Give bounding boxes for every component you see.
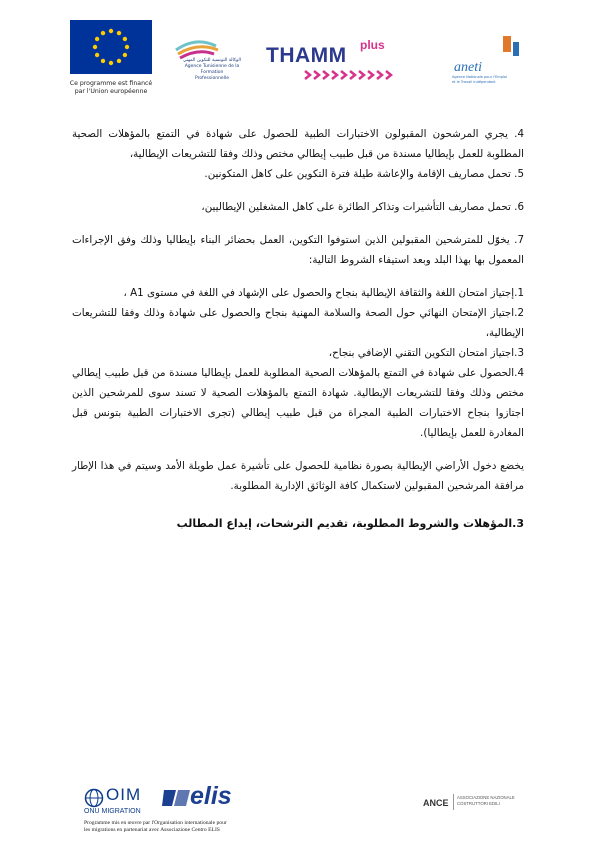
condition-4: 4.الحصول على شهادة في التمتع بالمؤهلات الصحية المطلوبة للعمل بإيطاليا مسندة من قبل طبيب إيطالي مختص وذلك وفقا للتشريعات الإيطالية. شهادة التمتع بالمؤهلات الصحية لا تسند سوى للمرشحين الذين اجتازوا بنجاح الاختبارات الطبية المجراة من قبل طبيب إيطالي (تجرى الاختبارات الطبية بتونس قبل المغادرة للعمل بإيطاليا). — [72, 367, 524, 439]
paragraph-4: 4. يجري المرشحون المقبولون الاختبارات الطبية للحصول على شهادة في التمتع بالمؤهلات الصحية المطلوبة للعمل بإيطاليا مسندة من قبل طبيب إيطالي مختص وذلك وفقا للتشريعات الإيطالية، — [72, 128, 524, 160]
elis-mark-icon — [162, 786, 192, 810]
condition-1: 1.إجتياز امتحان اللغة والثقافة الإيطالية بنجاح والحصول على الإشهاد في اللغة في مستوى A1 ، — [123, 287, 524, 299]
ance-subtitle: ASSOCIAZIONE NAZIONALE COSTRUTTORI EDILI — [457, 795, 515, 806]
paragraph-entry: يخضع دخول الأراضي الإيطالية بصورة نظامية للحصول على تأشيرة عمل طويلة الأمد وسيتم في هذا الإطار مرافقة المرشحين المقبولين لاستكمال كافة الوثائق الإدارية المطلوبة. — [72, 460, 524, 492]
ance-divider — [453, 794, 454, 810]
paragraph-6: 6. تحمل مصاريف التأشيرات وتذاكر الطائرة على كاهل المشغلين الإيطاليين، — [201, 201, 524, 213]
paragraph-5: 5. تحمل مصاريف الإقامة والإعاشة طيلة فترة التكوين على كاهل المتكونين. — [204, 168, 524, 180]
thamm-plus-text: plus — [360, 38, 385, 52]
ance-logo-text: ANCE — [423, 798, 449, 808]
page-header — [0, 0, 594, 110]
thamm-chevrons-icon — [300, 70, 400, 80]
condition-2: 2.اجتياز الإمتحان النهائي حول الصحة والسلامة المهنية بنجاح والحصول على شهادة وذلك وفقا للتشريعات الإيطالية، — [72, 307, 524, 339]
oim-globe-icon — [84, 788, 104, 808]
afpa-name: الوكالة التونسية للتكوين المهني Agence Tunisienne de la Formation Professionnelle — [183, 58, 241, 81]
oim-logo-text: OIM — [106, 785, 142, 804]
aneti-subtitle: Agence Nationale pour l'Emploi et le Travail Indépendant — [452, 75, 508, 84]
aneti-logo-text: aneti — [454, 60, 482, 75]
document-body — [72, 124, 524, 534]
page-footer — [0, 770, 594, 842]
eu-caption: Ce programme est financé par l'Union européenne — [69, 80, 153, 95]
condition-3: 3.اجتياز امتحان التكوين التقني الإضافي بنجاح، — [328, 347, 524, 359]
eu-flag-logo — [70, 20, 152, 74]
oim-subtitle: ONU MIGRATION — [84, 808, 141, 815]
elis-logo-text: elis — [190, 782, 232, 810]
paragraph-7: 7. يخوّل للمترشحين المقبولين الذين استوفوا التكوين، العمل بحضائر البناء بإيطاليا وذلك وفق الإجراءات المعمول بها بهذا البلد وبعد استيفاء الشروط التالية: — [72, 234, 524, 266]
section-heading-3: 3.المؤهلات والشروط المطلوبة، تقديم الترشحات، إيداع المطالب — [176, 517, 524, 530]
footer-note: Programme mis en œuvre par l'Organisation internationale pour les migrations en partenariat avec Associazione Centro ELIS — [84, 820, 227, 833]
thamm-logo-text: THAMM — [266, 44, 347, 67]
